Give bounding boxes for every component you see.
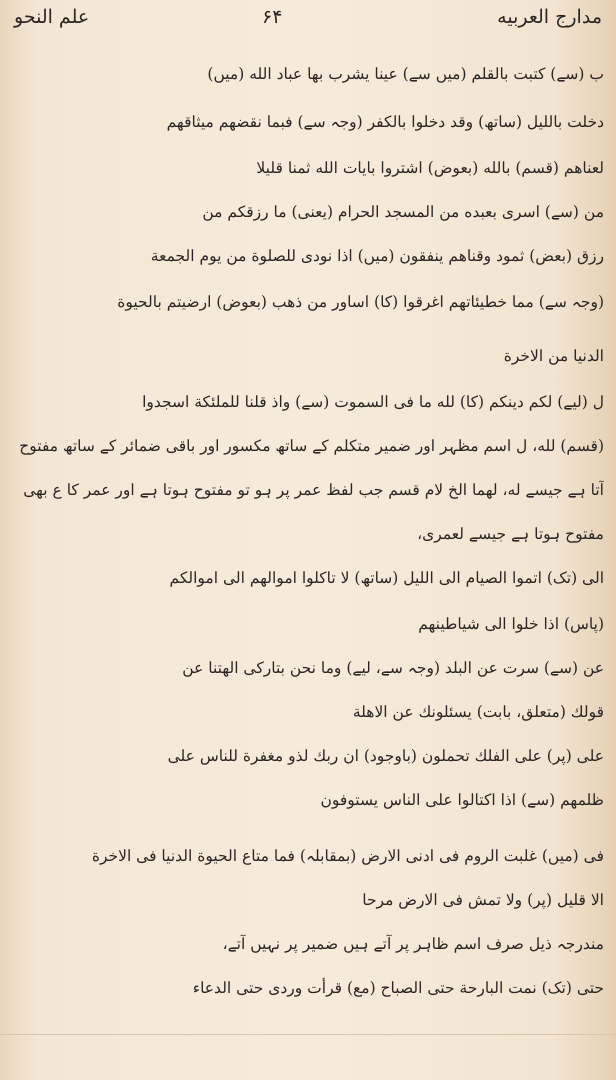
text-line: على (پر) على الفلك تحملون (باوجود) ان ربك لذو مغفرة للناس على [167, 747, 604, 765]
paper-edge-line [0, 1034, 616, 1035]
text-line: قولك (متعلق، بابت) يسئلونك عن الاهلة [352, 703, 604, 721]
text-line: ب (سے) كتبت بالقلم (میں سے) عينا يشرب بها عباد الله (میں) [207, 65, 604, 83]
text-line: رزق (بعض) ثمود وقناهم ينفقون (میں) اذا نودى للصلوة من يوم الجمعة [150, 247, 604, 265]
text-line: مندرجہ ذیل صرف اسم ظاہر پر آتے ہیں ضمیر پر نہیں آتے، [222, 935, 604, 953]
text-line: الدنيا من الاخرة [503, 347, 604, 365]
text-line: ظلمهم (سے) اذا اكتالوا على الناس يستوفون [320, 791, 604, 809]
text-line: فى (میں) غلبت الروم فى ادنى الارض (بمقابلہ) فما متاع الحيوة الدنيا فى الاخرة [91, 847, 604, 865]
text-line: لعناهم (قسم) بالله (بعوض) اشتروا بايات الله ثمنا قليلا [256, 159, 604, 177]
text-line: الى (تک) اتموا الصيام الى الليل (ساتھ) لا تاكلوا اموالهم الى اموالكم [169, 569, 604, 587]
text-line: (قسم) لله، ل اسم مظہر اور ضمیر متکلم کے ساتھ مکسور اور باقی ضمائر کے ساتھ مفتوح [19, 437, 604, 455]
text-line: من (سے) اسرى بعبده من المسجد الحرام (یعنی) ما رزقكم من [202, 203, 604, 221]
text-line: الا قليل (پر) ولا تمش فى الارض مرحا [362, 891, 604, 909]
text-line: ل (لیے) لكم دينكم (کا) لله ما فى السموت (سے) واذ قلنا للملئكة اسجدوا [142, 393, 604, 411]
text-line: آتا ہے جیسے له، لهما الخ لام قسم جب لفظ عمر پر ہو تو مفتوح ہوتا ہے اور عمر کا ع بھی [23, 481, 604, 499]
text-line: دخلت بالليل (ساتھ) وقد دخلوا بالكفر (وجہ سے) فبما نقضهم ميثاقهم [166, 113, 604, 131]
header-book-title: مدارج العربيه [497, 6, 602, 28]
page-number: ۶۴ [262, 6, 283, 28]
text-line: عن (سے) سرت عن البلد (وجہ سے، لیے) وما نحن بتاركى الهتنا عن [182, 659, 604, 677]
text-line: (وجہ سے) مما خطيئاتهم اغرقوا (کا) اساور من ذهب (بعوض) ارضيتم بالحيوة [117, 293, 604, 311]
text-line: (پاس) اذا خلوا الى شياطينهم [418, 615, 604, 633]
header-subject: علم النحو [14, 6, 90, 28]
text-line: مفتوح ہوتا ہے جیسے لعمری، [417, 525, 604, 543]
text-line: حتى (تک) نمت البارحة حتى الصباح (مع) قرأت وردى حتى الدعاء [192, 979, 604, 997]
